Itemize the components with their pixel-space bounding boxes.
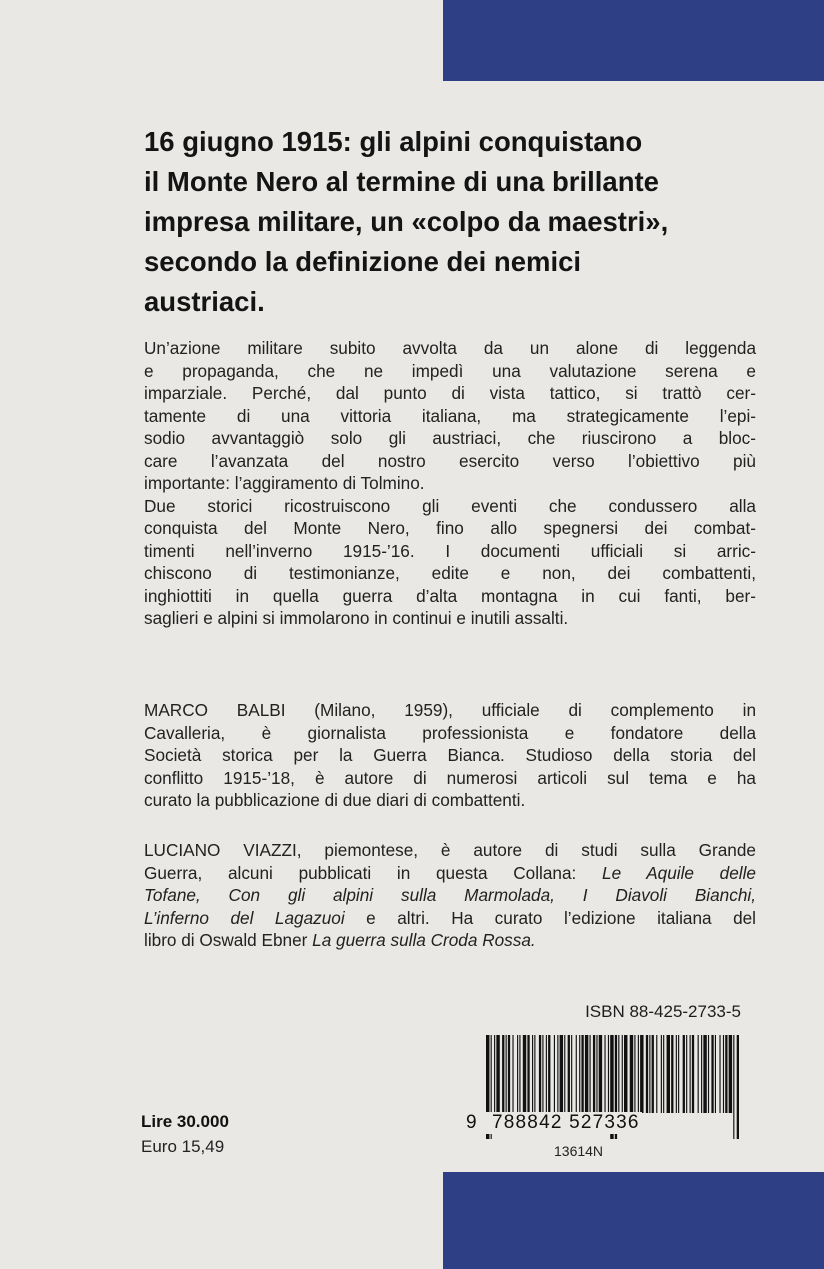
author-bio-viazzi <box>144 839 756 952</box>
text-line: tamente di una vittoria italiana, ma strategicamente l’epi- <box>144 405 756 426</box>
headline-line: secondo la definizione dei nemici <box>144 246 582 277</box>
text-line: Un’azione militare subito avvolta da un alone di leggenda <box>144 338 756 358</box>
text-line <box>144 884 756 907</box>
headline-line: il Monte Nero al termine di una brillante <box>144 166 659 197</box>
bottom-color-band <box>443 1172 824 1269</box>
isbn-label: ISBN 88-425-2733-5 <box>585 1002 741 1021</box>
text-line <box>144 907 756 930</box>
author-bio-balbi <box>144 699 756 812</box>
text-line: curato la pubblicazione di due diari di combattenti. <box>144 790 526 810</box>
text-line <box>144 929 756 952</box>
headline-line: 16 giugno 1915: gli alpini conquistano <box>144 126 643 157</box>
book-titles: Tofane, Con gli alpini sulla Marmolada, I Diavoli Bianchi, <box>144 885 756 905</box>
text-line: Cavalleria, è giornalista professionista e fondatore della <box>144 722 756 743</box>
headline <box>144 122 744 322</box>
text-segment: e altri. Ha curato l’edizione italiana del <box>344 907 757 928</box>
price-lire: Lire 30.000 <box>141 1112 229 1131</box>
headline-line: austriaci. <box>144 286 265 317</box>
text-line: e propaganda, che ne impedì una valutazione serena e <box>144 360 756 381</box>
text-line: Due storici ricostruiscono gli eventi che condussero alla <box>144 495 756 516</box>
book-title: La guerra sulla Croda Rossa. <box>312 930 536 950</box>
book-title: L’inferno del Lagazuoi <box>144 907 345 928</box>
text-line: timenti nell’inverno 1915-’16. I documenti ufficiali si arric- <box>144 540 756 561</box>
text-line: imparziale. Perché, dal punto di vista tattico, si trattò cer- <box>144 383 756 403</box>
text-line: sodio avvantaggiò solo gli austriaci, che riuscirono a bloc- <box>144 428 756 448</box>
text-line: LUCIANO VIAZZI, piemontese, è autore di studi sulla Grande <box>144 840 756 860</box>
headline-line: impresa militare, un «colpo da maestri», <box>144 206 669 237</box>
text-segment: libro di Oswald Ebner <box>144 930 313 950</box>
text-line: saglieri e alpini si immolarono in continui e inutili assalti. <box>144 608 569 628</box>
text-line <box>144 862 756 885</box>
text-line: care l’avanzata del nostro esercito verso l’obiettivo più <box>144 450 756 471</box>
price-euro: Euro 15,49 <box>141 1137 225 1156</box>
barcode-digit-first: 9 <box>466 1112 490 1134</box>
product-code: 13614N <box>554 1143 604 1159</box>
text-line: chiscono di testimonianze, edite e non, dei combattenti, <box>144 563 756 583</box>
text-segment: Guerra, alcuni pubblicati in questa Collana: <box>144 862 603 883</box>
text-line: MARCO BALBI (Milano, 1959), ufficiale di complemento in <box>144 700 756 720</box>
description-paragraph <box>144 337 756 630</box>
book-title: Le Aquile delle <box>602 862 756 883</box>
text-line: conquista del Monte Nero, fino allo spegnersi dei combat- <box>144 518 756 538</box>
text-line: inghiottiti in quella guerra d’alta montagna in cui fanti, ber- <box>144 585 756 606</box>
text-line: Società storica per la Guerra Bianca. Studioso della storia del <box>144 745 756 765</box>
top-color-band <box>443 0 824 81</box>
barcode-digits <box>466 1112 746 1134</box>
text-line: importante: l’aggiramento di Tolmino. <box>144 473 425 493</box>
text-line: conflitto 1915-’18, è autore di numerosi articoli sul tema e ha <box>144 767 756 788</box>
barcode-digits-rest: 788842 527336 <box>492 1112 640 1133</box>
